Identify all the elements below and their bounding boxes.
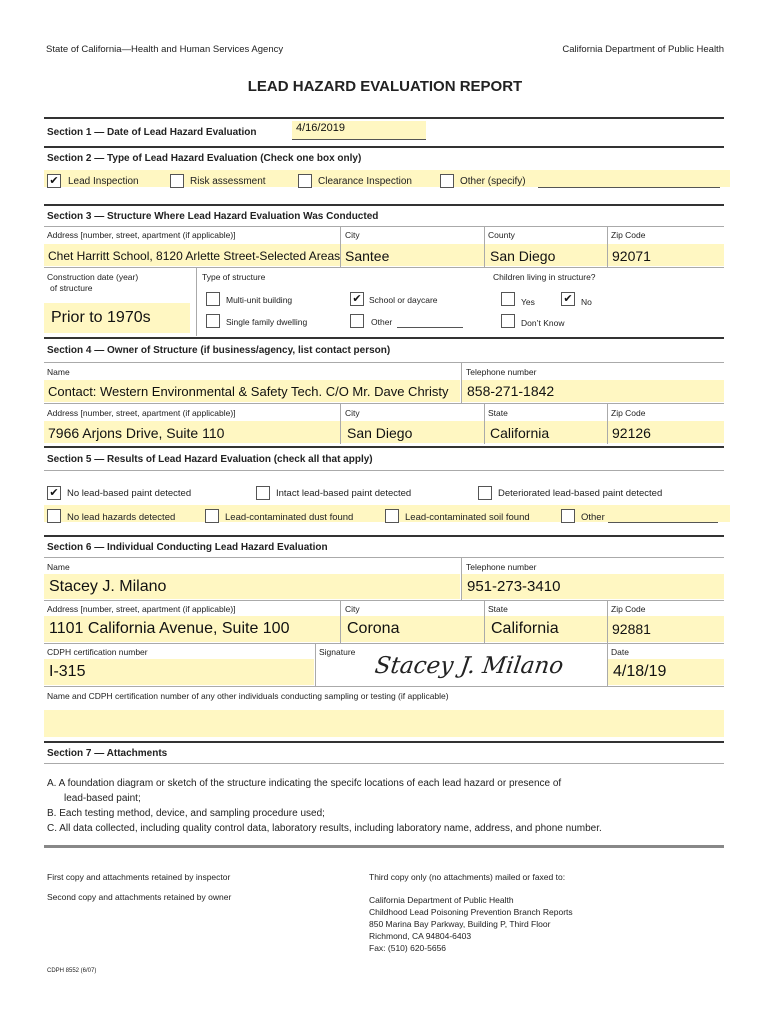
inspector-zip-value: 92881 — [612, 621, 651, 637]
children-yes-checkbox[interactable] — [501, 292, 515, 306]
divider — [607, 644, 608, 686]
divider — [340, 404, 341, 444]
sign-date-label: Date — [611, 647, 629, 657]
form-id: CDPH 8552 (6/07) — [47, 968, 97, 974]
owner-zip-value: 92126 — [612, 425, 651, 441]
other-type-checkbox[interactable] — [440, 174, 454, 188]
divider — [44, 643, 724, 644]
divider — [484, 601, 485, 643]
divider — [44, 362, 724, 363]
other-result-checkbox[interactable] — [561, 509, 575, 523]
fax-number: Fax: (510) 620-5656 — [369, 943, 447, 953]
construction-label-2: of structure — [50, 283, 93, 293]
inspector-address-value: 1101 California Avenue, Suite 100 — [49, 620, 290, 637]
structure-county-value: San Diego — [490, 248, 556, 264]
soil-found-checkbox[interactable] — [385, 509, 399, 523]
mailing-address-line: California Department of Public Health — [369, 895, 514, 905]
cert-number-value: I-315 — [49, 663, 86, 680]
multi-unit-checkbox[interactable] — [206, 292, 220, 306]
inspector-state-value: California — [491, 620, 559, 637]
divider — [44, 845, 724, 848]
children-yes-label: Yes — [521, 297, 535, 307]
lead-inspection-label: Lead Inspection — [68, 176, 139, 187]
copy-1-note: First copy and attachments retained by inspector — [47, 872, 231, 882]
owner-zip-label: Zip Code — [611, 408, 646, 418]
inspector-address-label: Address [number, street, apartment (if applicable)] — [47, 604, 236, 614]
intact-lbp-label: Intact lead-based paint detected — [276, 488, 412, 499]
no-hazards-label: No lead hazards detected — [67, 512, 176, 523]
lead-inspection-checkbox[interactable]: ✔ — [47, 174, 61, 188]
mailing-address-line: Childhood Lead Poisoning Prevention Branch Reports — [369, 907, 573, 917]
sign-date-value: 4/18/19 — [613, 663, 667, 680]
date-underline — [292, 139, 426, 140]
inspector-signature: Stacey J. Milano — [373, 653, 566, 679]
owner-phone-value: 858-271-1842 — [467, 383, 555, 399]
divider — [44, 146, 724, 148]
section4-heading: Section 4 — Owner of Structure (if business/agency, list contact person) — [47, 345, 391, 356]
divider — [44, 204, 724, 206]
divider — [44, 267, 724, 268]
other-structure-checkbox[interactable] — [350, 314, 364, 328]
no-hazards-checkbox[interactable] — [47, 509, 61, 523]
risk-assessment-label: Risk assessment — [190, 176, 266, 187]
mailing-address-line: 850 Marina Bay Parkway, Building P, Third Floor — [369, 919, 551, 929]
risk-assessment-checkbox[interactable] — [170, 174, 184, 188]
section1-heading: Section 1 — Date of Lead Hazard Evaluation — [47, 127, 257, 138]
inspector-city-value: Corona — [347, 620, 400, 637]
divider — [607, 227, 608, 268]
structure-city-value: Santee — [345, 248, 390, 264]
divider — [44, 557, 724, 558]
section6-heading: Section 6 — Individual Conducting Lead Hazard Evaluation — [47, 542, 328, 553]
divider — [607, 404, 608, 444]
other-structure-underline — [397, 327, 463, 328]
structure-city-label: City — [345, 230, 360, 240]
section5-heading: Section 5 — Results of Lead Hazard Evaluation (check all that apply) — [47, 454, 373, 465]
divider — [44, 763, 724, 764]
deteriorated-lbp-checkbox[interactable] — [478, 486, 492, 500]
other-type-label: Other (specify) — [460, 176, 526, 187]
department-header: California Department of Public Health — [562, 44, 724, 55]
copy-2-note: Second copy and attachments retained by owner — [47, 892, 232, 902]
divider — [340, 601, 341, 643]
intact-lbp-checkbox[interactable] — [256, 486, 270, 500]
mailing-address-line: Richmond, CA 94804-6403 — [369, 931, 472, 941]
section7-heading: Section 7 — Attachments — [47, 748, 168, 759]
inspector-state-label: State — [488, 604, 508, 614]
other-structure-label: Other — [371, 317, 393, 327]
divider — [484, 227, 485, 268]
divider — [44, 741, 724, 743]
no-lbp-label: No lead-based paint detected — [67, 488, 192, 499]
inspector-name-label: Name — [47, 562, 70, 572]
clearance-inspection-checkbox[interactable] — [298, 174, 312, 188]
deteriorated-lbp-label: Deteriorated lead-based paint detected — [498, 488, 663, 499]
attachment-c: C. All data collected, including quality control data, laboratory results, including laboratory name, address, and phone number. — [47, 823, 602, 834]
other-individuals-field[interactable] — [44, 710, 724, 737]
children-label: Children living in structure? — [493, 272, 596, 282]
other-individuals-label: Name and CDPH certification number of any other individuals conducting sampling or testing (if applicable) — [47, 691, 449, 701]
section2-heading: Section 2 — Type of Lead Hazard Evaluation (Check one box only) — [47, 153, 362, 164]
divider — [44, 600, 724, 601]
divider — [607, 601, 608, 643]
divider — [44, 403, 724, 404]
divider — [44, 117, 724, 119]
children-no-label: No — [581, 297, 592, 307]
children-no-checkbox[interactable]: ✔ — [561, 292, 575, 306]
structure-county-label: County — [488, 230, 515, 240]
divider — [196, 268, 197, 336]
evaluation-date-value: 4/16/2019 — [296, 122, 345, 134]
owner-address-value: 7966 Arjons Drive, Suite 110 — [48, 425, 225, 441]
owner-city-value: San Diego — [347, 425, 413, 441]
divider — [315, 644, 316, 686]
structure-zip-label: Zip Code — [611, 230, 646, 240]
divider — [44, 337, 724, 339]
other-result-underline — [608, 522, 718, 523]
agency-header: State of California—Health and Human Services Agency — [46, 44, 284, 55]
soil-found-label: Lead-contaminated soil found — [405, 512, 530, 523]
structure-address-label: Address [number, street, apartment (if applicable)] — [47, 230, 236, 240]
structure-type-label: Type of structure — [202, 272, 266, 282]
dust-found-checkbox[interactable] — [205, 509, 219, 523]
attachment-b: B. Each testing method, device, and sampling procedure used; — [47, 808, 325, 819]
divider — [340, 227, 341, 268]
single-family-checkbox[interactable] — [206, 314, 220, 328]
construction-label: Construction date (year) — [47, 272, 139, 282]
divider — [44, 535, 724, 537]
dust-found-label: Lead-contaminated dust found — [225, 512, 354, 523]
attachment-a-cont: lead-based paint; — [64, 793, 141, 804]
inspector-city-label: City — [345, 604, 360, 614]
inspector-phone-value: 951-273-3410 — [467, 578, 561, 595]
divider — [44, 470, 724, 471]
inspector-phone-label: Telephone number — [466, 562, 537, 572]
other-type-underline — [538, 187, 720, 188]
school-daycare-label: School or daycare — [369, 295, 438, 305]
owner-name-label: Name — [47, 367, 70, 377]
divider — [44, 446, 724, 448]
owner-address-label: Address [number, street, apartment (if applicable)] — [47, 408, 236, 418]
children-dont-know-checkbox[interactable] — [501, 314, 515, 328]
inspector-name-value: Stacey J. Milano — [49, 578, 167, 595]
cert-number-label: CDPH certification number — [47, 647, 148, 657]
school-daycare-checkbox[interactable]: ✔ — [350, 292, 364, 306]
attachment-a: A. A foundation diagram or sketch of the structure indicating the specifc locations of each lead hazard or presence of — [47, 778, 562, 789]
clearance-inspection-label: Clearance Inspection — [318, 176, 412, 187]
structure-zip-value: 92071 — [612, 248, 651, 264]
divider — [44, 686, 724, 687]
no-lbp-checkbox[interactable]: ✔ — [47, 486, 61, 500]
children-dont-know-label: Don’t Know — [521, 318, 565, 328]
divider — [461, 558, 462, 600]
owner-city-label: City — [345, 408, 360, 418]
multi-unit-label: Multi-unit building — [226, 295, 293, 305]
structure-address-value: Chet Harritt School, 8120 Arlette Street-Selected Areas — [48, 249, 341, 263]
divider — [484, 404, 485, 444]
divider — [461, 363, 462, 403]
copy-3-note: Third copy only (no attachments) mailed or faxed to: — [369, 872, 566, 882]
construction-date-value: Prior to 1970s — [51, 309, 151, 326]
divider — [44, 226, 724, 227]
owner-state-value: California — [490, 425, 550, 441]
section3-heading: Section 3 — Structure Where Lead Hazard Evaluation Was Conducted — [47, 211, 379, 222]
owner-phone-label: Telephone number — [466, 367, 537, 377]
owner-name-value: Contact: Western Environmental & Safety Tech. C/O Mr. Dave Christy — [48, 384, 449, 399]
page-title: LEAD HAZARD EVALUATION REPORT — [247, 78, 523, 95]
other-result-label: Other — [581, 512, 605, 523]
signature-label: Signature — [319, 647, 356, 657]
owner-state-label: State — [488, 408, 508, 418]
single-family-label: Single family dwelling — [226, 317, 308, 327]
inspector-zip-label: Zip Code — [611, 604, 646, 614]
